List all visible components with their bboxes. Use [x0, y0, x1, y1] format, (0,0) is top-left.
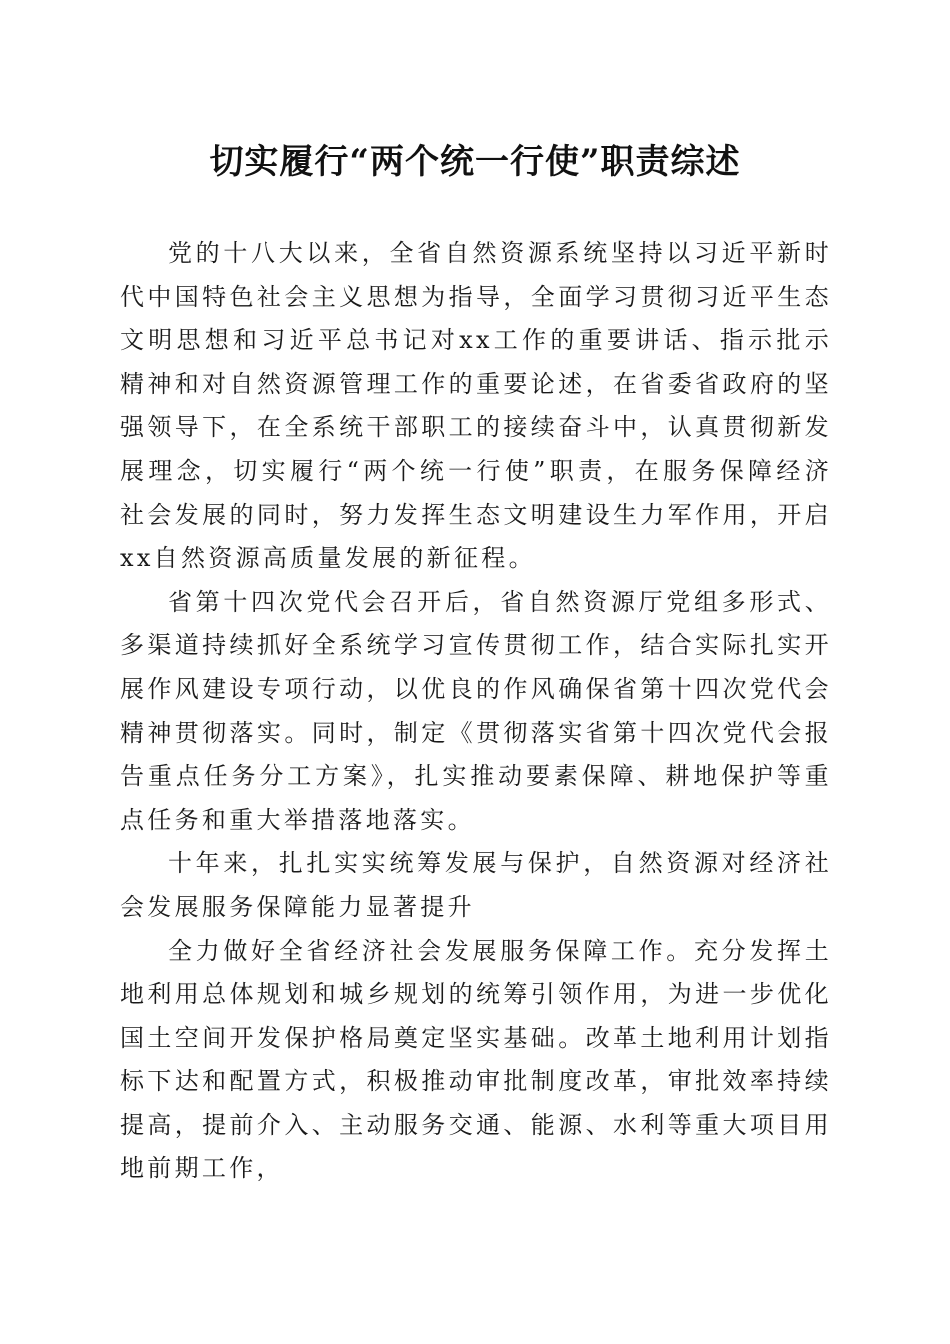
paragraph: 十年来，扎扎实实统筹发展与保护，自然资源对经济社会发展服务保障能力显著提升: [120, 849, 832, 921]
paragraph: 党的十八大以来，全省自然资源系统坚持以习近平新时代中国特色社会主义思想为指导，全面学习贯彻习近平生态文明思想和习近平总书记对xx工作的重要讲话、指示批示精神和对自然资源管理工作的重要论述，在省委省政府的坚强领导下，在全系统干部职工的接续奋斗中，认真贯彻新发展理念，切实履行“两个统一行使”职责，在服务保障经济社会发展的同时，努力发挥生态文明建设生力军作用，开启xx自然资源高质量发展的新征程。: [120, 239, 832, 573]
paragraph: 省第十四次党代会召开后，省自然资源厅党组多形式、多渠道持续抓好全系统学习宣传贯彻工作，结合实际扎实开展作风建设专项行动，以优良的作风确保省第十四次党代会精神贯彻落实。同时，制定《贯彻落实省第十四次党代会报告重点任务分工方案》，扎实推动要素保障、耕地保护等重点任务和重大举措落地落实。: [120, 587, 832, 834]
paragraph: 全力做好全省经济社会发展服务保障工作。充分发挥土地利用总体规划和城乡规划的统筹引领作用，为进一步优化国土空间开发保护格局奠定坚实基础。改革土地利用计划指标下达和配置方式，积极推动审批制度改革，审批效率持续提高，提前介入、主动服务交通、能源、水利等重大项目用地前期工作，: [120, 936, 832, 1183]
document-body: [120, 232, 832, 1191]
document-title: 切实履行“两个统一行使”职责综述: [209, 142, 741, 182]
